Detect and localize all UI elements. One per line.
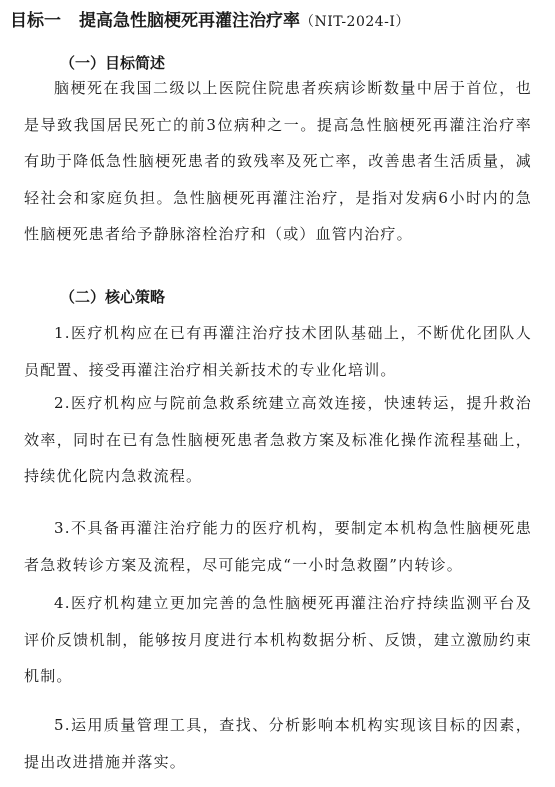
section-heading-strategies: （二）核心策略 — [60, 288, 166, 306]
goal-code: （NIT-2024-Ⅰ） — [300, 14, 410, 30]
strategy-item-4: 4.医疗机构建立更加完善的急性脑梗死再灌注治疗持续监测平台及评价反馈机制，能够按月度进行本机构数据分析、反馈，建立激励约束机制。 — [24, 594, 532, 685]
goal-label: 目标一 — [10, 11, 61, 31]
goal-title-text: 提高急性脑梗死再灌注治疗率 — [79, 11, 300, 31]
overview-paragraph: 脑梗死在我国二级以上医院住院患者疾病诊断数量中居于首位，也是导致我国居民死亡的前3位病种之一。提高急性脑梗死再灌注治疗率有助于降低急性脑梗死患者的致残率及死亡率，改善患者生活质量，减轻社会和家庭负担。急性脑梗死再灌注治疗，是指对发病6小时内的急性脑梗死患者给予静脉溶栓治疗和（或）血管内治疗。 — [24, 79, 532, 243]
strategy-item-5: 5.运用质量管理工具，查找、分析影响本机构实现该目标的因素，提出改进措施并落实。 — [24, 716, 532, 771]
section-heading-overview: （一）目标简述 — [60, 54, 166, 72]
strategy-item-1: 1.医疗机构应在已有再灌注治疗技术团队基础上，不断优化团队人员配置、接受再灌注治疗相关新技术的专业化培训。 — [24, 324, 532, 379]
strategy-item-3: 3.不具备再灌注治疗能力的医疗机构，要制定本机构急性脑梗死患者急救转诊方案及流程，尽可能完成“一小时急救圈”内转诊。 — [24, 519, 532, 574]
document-title — [10, 6, 410, 36]
strategy-item-2: 2.医疗机构应与院前急救系统建立高效连接，快速转运，提升救治效率，同时在已有急性脑梗死患者急救方案及标准化操作流程基础上，持续优化院内急救流程。 — [24, 394, 532, 485]
